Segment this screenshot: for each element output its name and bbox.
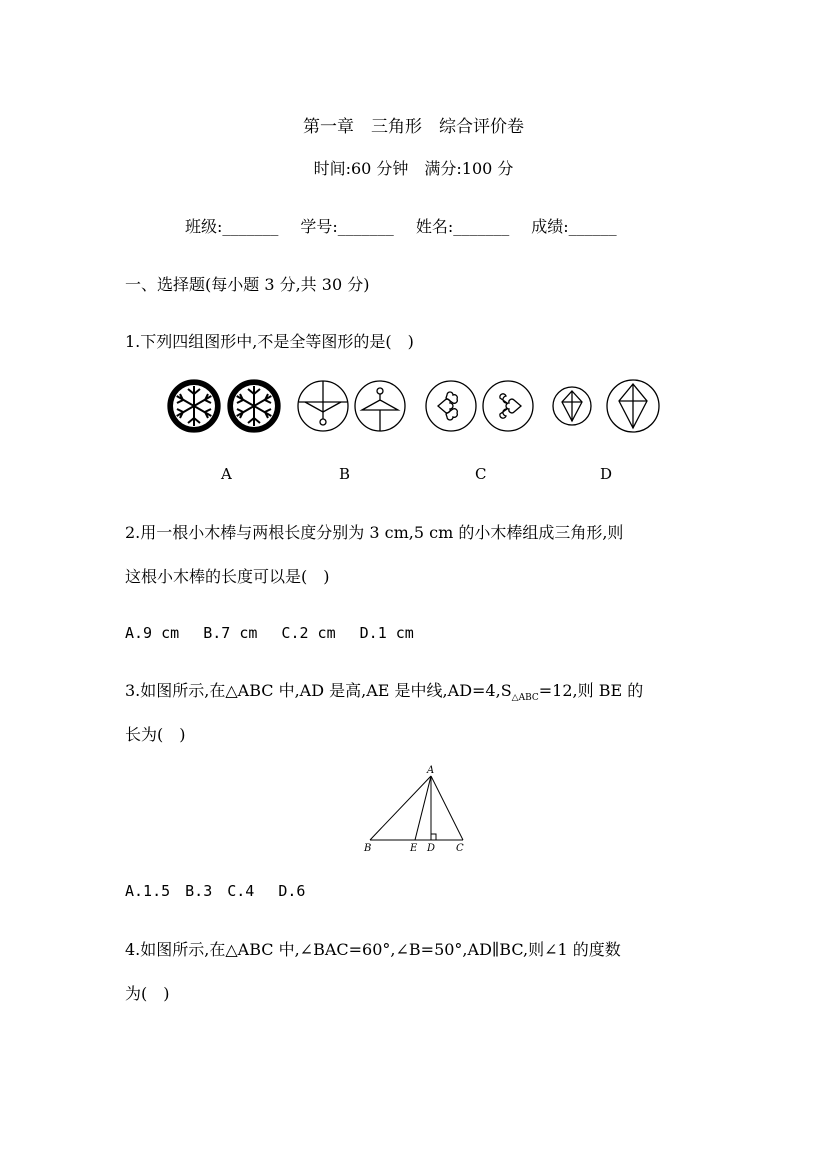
q1-option-label-d: D [600,465,613,483]
question-3-triangle-figure [360,763,480,858]
q1-option-label-a: A [221,465,232,483]
class-field: 班级:_______ [185,217,279,236]
hearts-icon-1 [426,381,476,431]
question-2-options: A.9 cm B.7 cm C.2 cm D.1 cm [125,624,414,642]
point-label-e: E [410,843,418,854]
hearts-icon-2 [483,381,533,431]
vertex-label-a: A [427,765,435,776]
page-subtitle: 时间:60 分钟 满分:100 分 [313,159,514,178]
snowflake-icon-2 [228,380,280,432]
student-number-field: 学号:_______ [300,217,394,236]
section-heading: 一、选择题(每小题 3 分,共 30 分) [125,275,370,294]
q1-option-label-b: B [339,465,351,483]
question-1-stem: 1.下列四组图形中,不是全等图形的是( ) [125,332,414,351]
q3-stem-sub: △ABC [511,693,539,704]
student-name-field: 姓名:_______ [415,217,510,236]
vertex-label-b: B [364,843,372,854]
question-3-stem-line2: 长为( ) [125,725,186,744]
question-3-stem-line1 [125,678,643,703]
circle-triangle-down-icon [298,381,348,431]
q3-stem-pre: 3.如图所示,在△ABC 中,AD 是高,AE 是中线,AD=4,S [125,681,512,700]
score-field: 成绩:______ [531,217,617,236]
hanger-icon [355,381,405,431]
question-2-stem-line1: 2.用一根小木棒与两根长度分别为 3 cm,5 cm 的小木棒组成三角形,则 [125,523,624,542]
question-4-stem-line2: 为( ) [125,984,170,1003]
q3-stem-post: =12,则 BE 的 [538,681,644,700]
page-title: 第一章 三角形 综合评价卷 [303,117,524,137]
kite-icon-large [607,380,659,432]
student-info-row [185,214,617,237]
question-1-figure [160,372,680,442]
kite-icon-small [553,387,591,425]
q1-option-label-c: C [475,465,487,483]
vertex-label-c: C [456,843,464,854]
question-3-options: A.1.5 B.3 C.4 D.6 [125,882,306,900]
point-label-d: D [427,843,436,854]
question-2-stem-line2: 这根小木棒的长度可以是( ) [125,567,330,586]
snowflake-icon-1 [168,380,220,432]
question-4-stem-line1: 4.如图所示,在△ABC 中,∠BAC=60°,∠B=50°,AD∥BC,则∠1 的度数 [125,940,621,959]
